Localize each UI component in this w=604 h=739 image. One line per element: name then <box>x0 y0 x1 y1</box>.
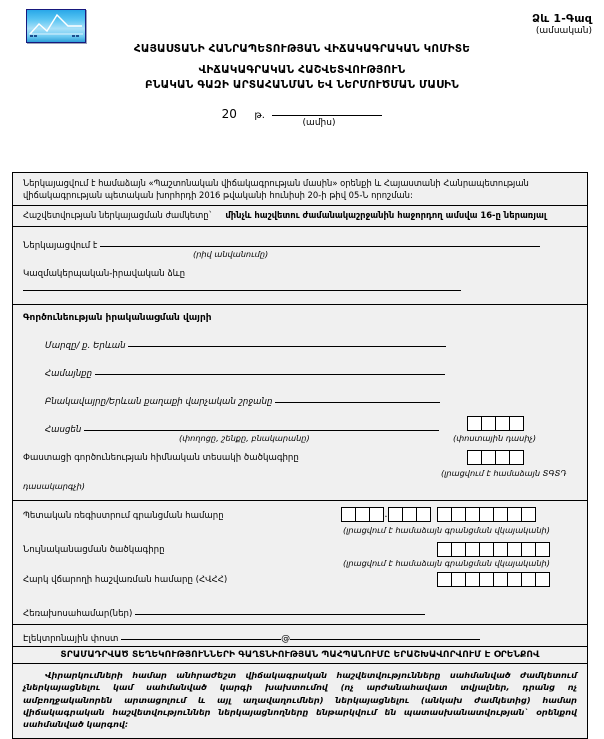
district-input[interactable] <box>275 393 440 403</box>
month-input[interactable] <box>272 104 382 116</box>
submitter-input[interactable] <box>100 237 540 247</box>
postal-code-box-group[interactable] <box>467 416 524 431</box>
activity-code-caption-2: դասակարգչի) <box>23 481 86 492</box>
taxpayer-box[interactable] <box>465 572 480 587</box>
deadline-row <box>13 206 587 227</box>
state-reg-group-1[interactable] <box>341 507 384 522</box>
taxpayer-box[interactable] <box>535 572 550 587</box>
taxpayer-box[interactable] <box>493 572 508 587</box>
activity-code-box[interactable] <box>481 450 496 465</box>
email-domain-input[interactable] <box>290 630 480 640</box>
activity-code-box[interactable] <box>509 450 524 465</box>
activity-section-title: Գործունեության իրականացման վայրի <box>23 313 212 324</box>
confidentiality-notice-bar: ՏՐԱՄԱԴՐՎԱԾ ՏԵՂԵԿՈՒԹՅՈՒՆՆԵՐԻ ԳԱՂՏՆԻՈՒԹՅԱՆ ՊԱՀՊԱՆՈՒՄԸ ԵՐԱՇԽԱՎՈՐՎՈՒՄ Է ՕՐԵՆՔՈՎ <box>13 647 587 664</box>
community-field <box>45 365 445 379</box>
district-field <box>45 393 440 407</box>
postal-code-box[interactable] <box>467 416 482 431</box>
state-reg-group-3[interactable] <box>437 507 536 522</box>
state-reg-box[interactable] <box>465 507 480 522</box>
deadline-label: Հաշվետվության ներկայացման ժամկետը` <box>23 210 213 221</box>
email-local-input[interactable] <box>121 630 281 640</box>
state-reg-box[interactable] <box>493 507 508 522</box>
penalty-footnote: Վիրարկումների համար անհրաժեշտ վիճակագրական հաշվետվությունները սահմանված ժամկետում չներկայացնելու կամ սահմանված կարգի խախտումով (ոչ արժանահավատ տվյալներ, դրանց ոչ ամբողջականորեն արտացոլում և այլ աղավաղումներ) ներկայացնելու (անկախ ժամկետից) համար վիճակագրական հաշվետվություններ ներկայացնողները ենթարկվում են պատասխանատվության` օրենքով սահմանված կարգով: <box>23 670 577 730</box>
community-label: Համայնքը <box>45 369 93 380</box>
region-field <box>45 337 446 351</box>
email-at-symbol: @ <box>281 634 291 645</box>
taxpayer-box[interactable] <box>521 572 536 587</box>
activity-code-box[interactable] <box>495 450 510 465</box>
identification-caption: (լրացվում է համաձայն գրանցման վկայականի) <box>343 558 550 569</box>
identification-box[interactable] <box>535 542 550 557</box>
identification-boxes[interactable] <box>437 539 550 558</box>
page-title-report: ՎԻՃԱԿԱԳՐԱԿԱՆ ՀԱՇՎԵՏՎՈՒԹՅՈՒՆ <box>198 64 406 76</box>
state-reg-caption: (լրացվում է համաձայն գրանցման վկայականի) <box>343 525 550 536</box>
taxpayer-box[interactable] <box>507 572 522 587</box>
address-caption: (փողոցը, շենքը, բնակարանը) <box>179 433 310 444</box>
state-reg-box[interactable] <box>355 507 370 522</box>
year-suffix: թ. <box>254 110 265 121</box>
form-code-block <box>532 12 592 37</box>
state-reg-separator: . <box>384 509 388 521</box>
activity-code-boxes[interactable] <box>467 447 524 466</box>
identification-box[interactable] <box>479 542 494 557</box>
registration-block <box>13 501 587 625</box>
postal-code-box[interactable] <box>481 416 496 431</box>
identification-label: Նույնականացման ծածկագիրը <box>23 545 165 556</box>
region-input[interactable] <box>128 337 446 347</box>
page-title-subject: ԲՆԱԿԱՆ ԳԱԶԻ ԱՐՏԱՀԱՆՄԱՆ ԵՎ ՆԵՐՄՈՒԾՄԱՆ ՄԱՍԻՆ <box>145 79 459 91</box>
legal-basis-text: Ներկայացվում է համաձայն «Պաշտոնական վիճակագրության մասին» օրենքի և Հայաստանի Հանրապետության վիճակագրության պետական խորհրդի 2016 թվականի հունիսի 20-ի թիվ 05-Ն որոշման: <box>23 178 529 201</box>
identification-box-group[interactable] <box>437 542 550 557</box>
state-reg-group-2[interactable] <box>388 507 431 522</box>
postal-code-boxes[interactable] <box>467 413 524 432</box>
state-reg-box[interactable] <box>451 507 466 522</box>
taxpayer-box-group[interactable] <box>437 572 550 587</box>
form-periodicity: (ամսական) <box>535 25 592 36</box>
state-reg-box[interactable] <box>521 507 536 522</box>
identification-box[interactable] <box>493 542 508 557</box>
month-caption: (ամիս) <box>302 118 336 128</box>
identification-box[interactable] <box>451 542 466 557</box>
taxpayer-box[interactable] <box>479 572 494 587</box>
activity-code-box[interactable] <box>467 450 482 465</box>
postal-code-box[interactable] <box>495 416 510 431</box>
identification-box[interactable] <box>521 542 536 557</box>
statistics-chart-logo <box>26 9 86 43</box>
identification-box[interactable] <box>437 542 452 557</box>
org-legal-form-input[interactable] <box>23 290 461 291</box>
address-label: Հասցեն <box>45 425 82 436</box>
email-label: Էլեկտրոնային փոստ <box>23 634 119 645</box>
state-reg-box[interactable] <box>388 507 403 522</box>
phone-field <box>23 605 425 619</box>
state-reg-box[interactable] <box>341 507 356 522</box>
region-label: Մարզը/ ք. Երևան <box>45 341 126 352</box>
year-prefix: 20 <box>221 107 237 121</box>
district-label: Բնակավայրը/Երևան քաղաքի վարչական շրջանը <box>45 397 273 408</box>
community-input[interactable] <box>95 365 445 375</box>
form-code: Ձև 1-Գազ <box>531 12 592 25</box>
submitter-field <box>23 237 540 251</box>
email-row <box>13 625 587 647</box>
postal-code-box[interactable] <box>509 416 524 431</box>
activity-code-caption-1: (լրացվում է համաձայն ՏԳՏԴ <box>441 468 567 479</box>
email-field <box>23 630 480 644</box>
submitter-label: Ներկայացվում է <box>23 241 98 252</box>
state-reg-box[interactable] <box>479 507 494 522</box>
state-reg-box[interactable] <box>507 507 522 522</box>
taxpayer-box[interactable] <box>451 572 466 587</box>
activity-code-box-group[interactable] <box>467 450 524 465</box>
deadline-value: մինչև հաշվետու ժամանակաշրջանին հաջորդող ամսվա 16-ը ներառյալ <box>225 210 547 221</box>
submitter-block <box>13 227 587 305</box>
taxpayer-box[interactable] <box>437 572 452 587</box>
identification-box[interactable] <box>507 542 522 557</box>
submitter-caption: (րիվ անվանումը) <box>193 249 269 260</box>
phone-input[interactable] <box>135 605 425 615</box>
form-sheet <box>12 172 588 739</box>
state-reg-label: Պետական ռեգիստրում գրանցման համարը <box>23 511 224 522</box>
state-reg-box[interactable] <box>402 507 417 522</box>
address-input[interactable] <box>84 421 439 431</box>
state-reg-box[interactable] <box>416 507 431 522</box>
phone-label: Հեռախոսահամար(ներ) <box>23 609 133 620</box>
activity-location-block <box>13 305 587 501</box>
state-reg-boxes[interactable] <box>341 504 536 523</box>
state-reg-box[interactable] <box>369 507 384 522</box>
org-legal-form-label: Կազմակերպական-իրավական ձևը <box>23 269 186 280</box>
state-reg-box[interactable] <box>437 507 452 522</box>
activity-code-label: Փաստացի գործունեության հիմնական տեսակի ծածկագիրը <box>23 453 299 464</box>
taxpayer-label: Հարկ վճարողի հաշվառման համարը (ՀՎՀՀ) <box>23 575 228 586</box>
postal-code-caption: (փոստային դասիչ) <box>453 433 537 444</box>
page-title-committee: ՀԱՅԱՍՏԱՆԻ ՀԱՆՐԱՊԵՏՈՒԹՅԱՆ ՎԻՃԱԿԱԳՐԱԿԱՆ ԿՈՄԻՏԵ <box>133 43 471 55</box>
taxpayer-boxes[interactable] <box>437 569 550 588</box>
identification-box[interactable] <box>465 542 480 557</box>
legal-basis-row <box>13 173 587 206</box>
